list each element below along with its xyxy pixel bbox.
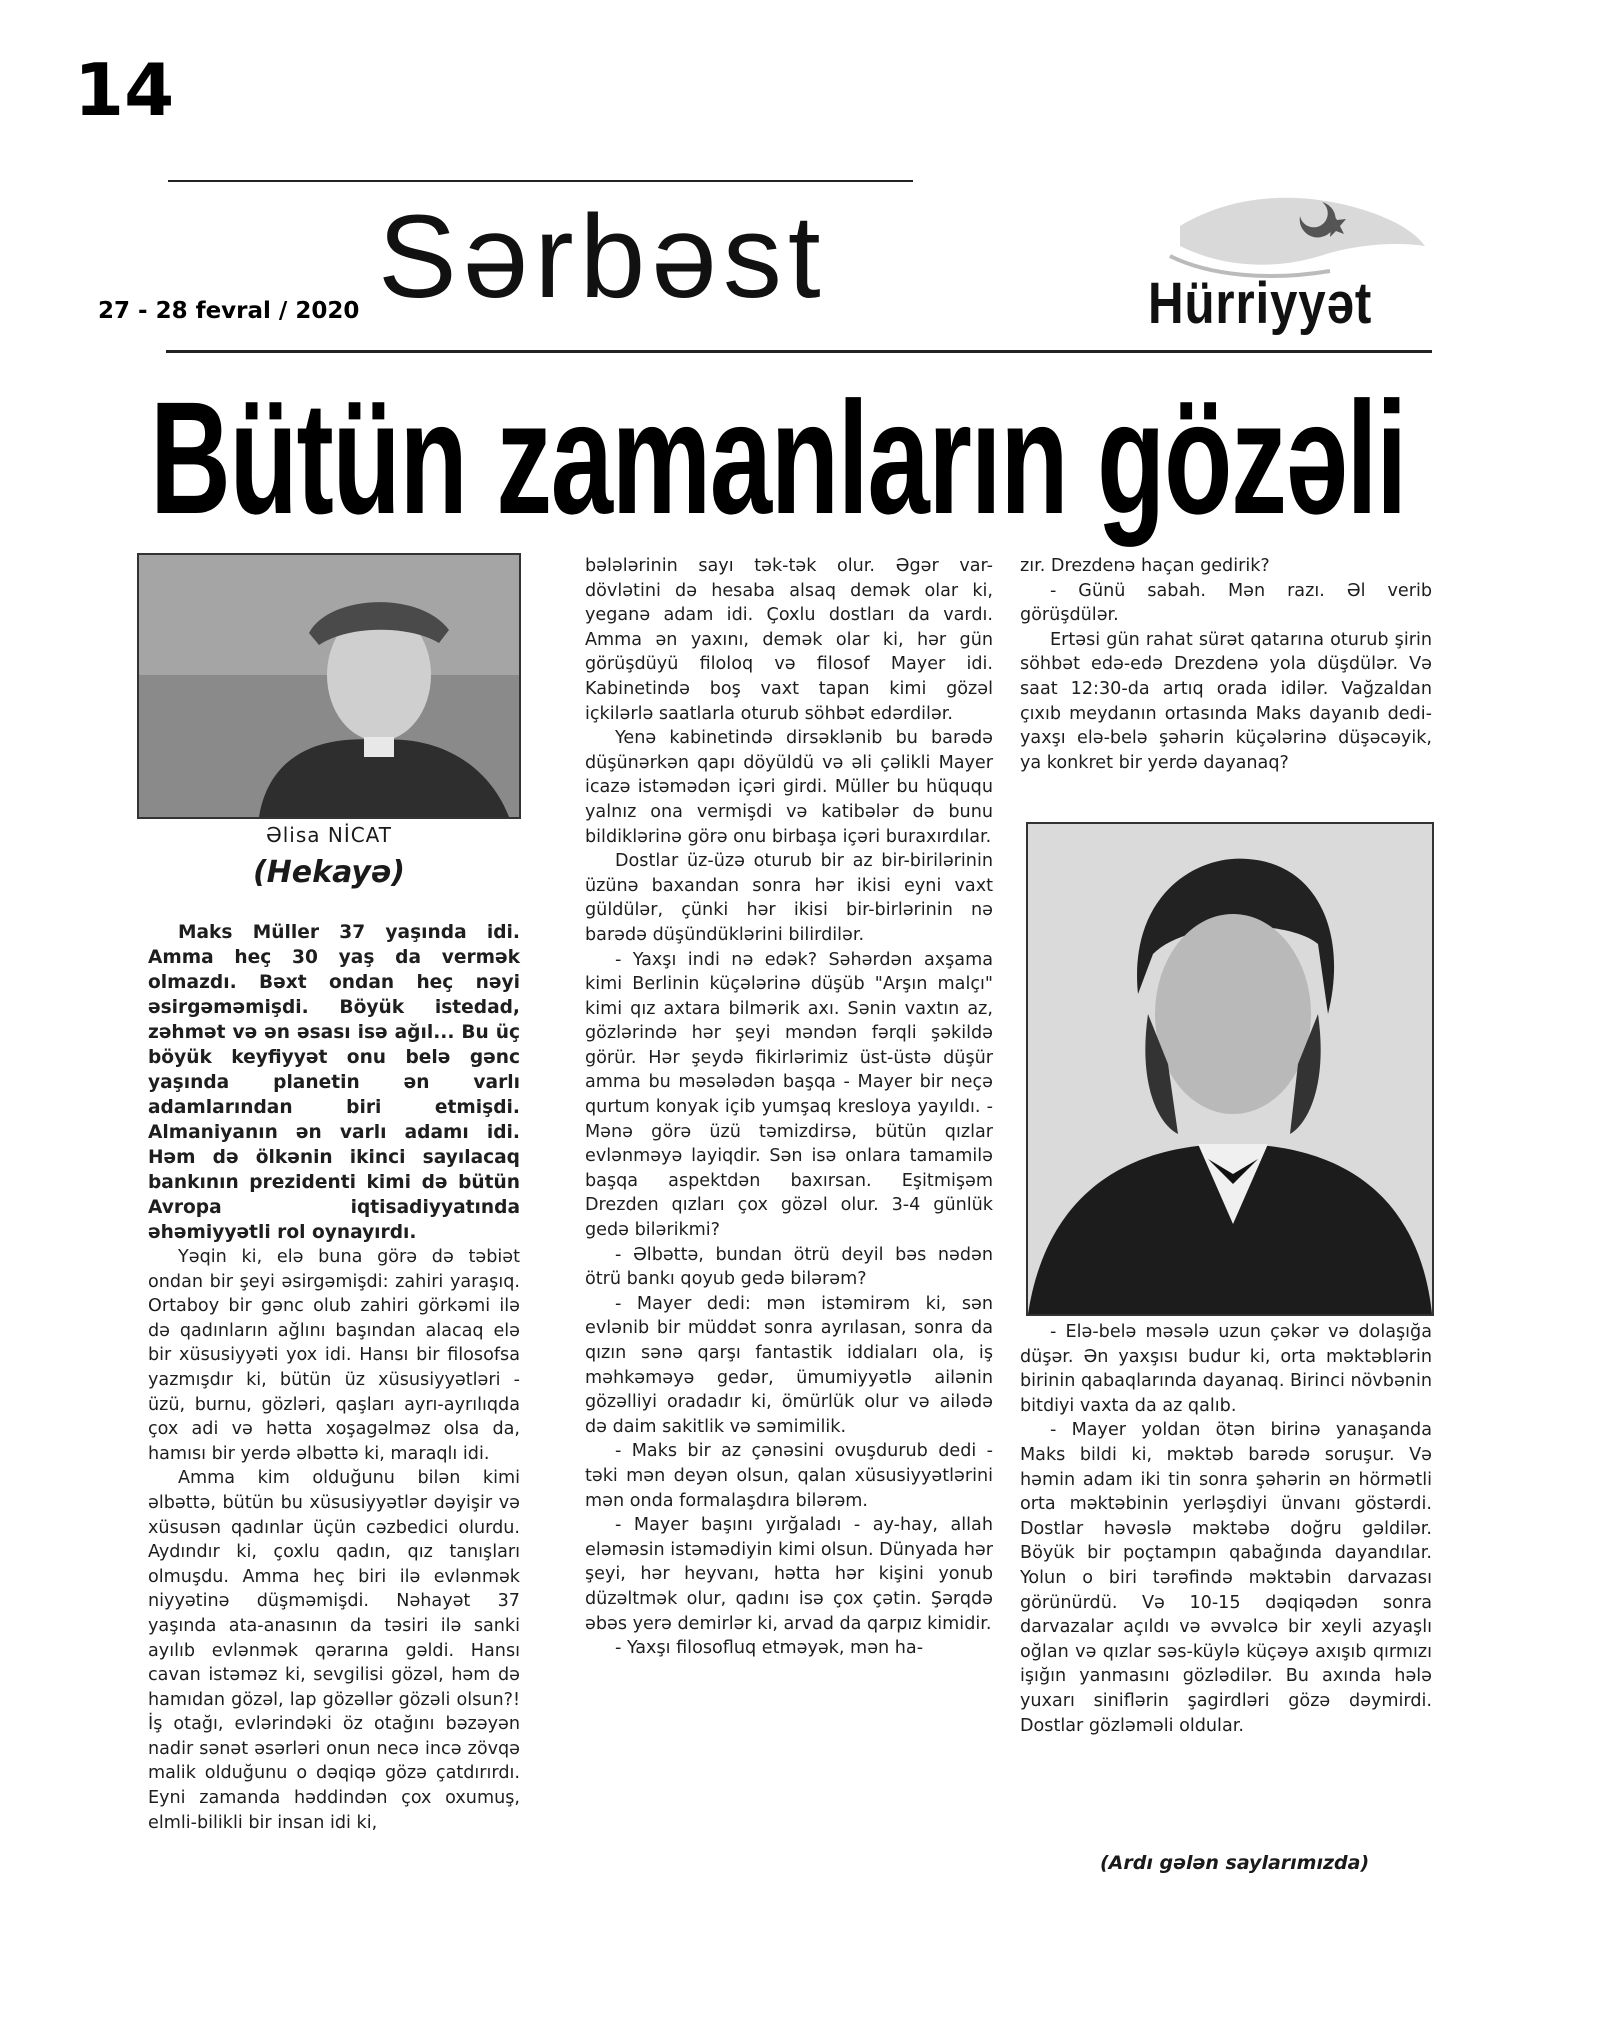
paragraph: - Maks bir az çənəsini ovuşdurub dedi - təki mən deyən olsun, qalan xüsusiyyətlərini mən onda formalaşdıra bilərəm. — [585, 1441, 993, 1511]
logo-text: Hürriyyət — [1148, 271, 1373, 336]
max-muller-photo — [1026, 822, 1434, 1316]
paragraph: - Yaxşı indi nə edək? Səhərdən axşama kimi Berlinin küçələrinə düşüb "Arşın malçı" kimi qız axtara bilmərik axı. Sənin vaxtın az, gözlərində hər şeyi məndən fərqli şəkildə görür. Hər şeydə fikirlərimiz üst-üstə düşür amma bu məsələdən başqa - Mayer bir neçə qurtum konyak içib yumşaq kresloya yayıldı. - Mənə görə üzü təmizdirsə, bütün qızlar evlənməyə layiqdir. Sən isə onlara tamamilə başqa aspektdən baxırsan. Eşitmişəm Drezden qızları çox gözəl olur. 3-4 günlük gedə bilərikmi? — [585, 949, 993, 1241]
top-rule — [168, 180, 913, 182]
paragraph: Ertəsi gün rahat sürət qatarına oturub şirin söhbət edə-edə Drezdenə yola düşdülər. Və saat 12:30-da artıq orada idilər. Vağzaldan çıxıb meydanın ortasında Maks dayanıb dedi- yaxşı elə-belə şəhərin küçələrinə düşəcəyik, ya konkret bir yerdə dayanaq? — [1020, 629, 1432, 773]
paragraph: Amma kim olduğunu bilən kimi əlbəttə, bütün bu xüsusiyyətlər dəyişir və xüsusən qadınlar üçün cəzbedici olurdu. Aydındır ki, çoxlu qadın, qız tanışları olmuşdu. Amma heç biri ilə evlənmək niyyətinə düşməmişdi. Nəhayət 37 yaşında ata-anasının da təsiri ilə sanki ayılıb evlənmək qərarına gəldi. Hansı cavan istəməz ki, sevgilisi gözəl, həm də hamıdan gözəl, lap gözəllər gözəli olsun?! İş otağı, evlərindəki öz otağını bəzəyən nadir sənət əsərləri onun necə incə zövqə malik olduğunu o dəqiqə gözə çatdırırdı. Eyni zamanda həddindən çox oxumuş, elmli-bilikli bir insan idi ki, — [148, 1468, 520, 1833]
paragraph: Yenə kabinetində dirsəklənib bu barədə düşünərkən qapı döyüldü və əli çəlikli Mayer icazə istəmədən içəri girdi. Müller bu hüququ yalnız ona vermişdi və katibələr də bunu bildiklərinə görə onu birbaşa içəri buraxırdılar. — [585, 728, 993, 847]
paragraph: - Mayer yoldan ötən birinə yanaşanda Maks bildi ki, məktəb barədə soruşur. Və həmin adam iki tin sonra şəhərin ən hörmətli orta məktəbinin yerləşdiyi ünvanı göstərdi. Dostlar həvəslə məktəbə doğru gəldilər. Böyük bir poçtampın qabağında dayandılar. Yolun o biri tərəfində məktəbin darvazası görünürdü. Və 10-15 dəqiqədən sonra darvazalar açıldı və əvvəlcə bir xeyli azyaşlı oğlan və qızlar səs-küylə küçəyə axışıb qırmızı işığın yanmasını gözlədilər. Bu axında hələ yuxarı siniflərin şagirdləri gözə dəymirdi. Dostlar gözləməli oldular. — [1020, 1420, 1432, 1736]
masthead-title: Sərbəst — [378, 191, 827, 323]
page-number: 14 — [74, 48, 175, 132]
article-column-1 — [148, 920, 520, 1835]
article-column-2 — [585, 554, 993, 1661]
paragraph: - Əlbəttə, bundan ötrü deyil bəs nədən ötrü bankı qoyub gedə bilərəm? — [585, 1244, 993, 1290]
article-column-3-top — [1020, 554, 1432, 775]
paragraph: - Mayer dedi: mən istəmirəm ki, sən evlənib bir müddət sonra ayrılasan, sonra da qızın sənə qarşı fantastik iddiaları ola, iş məhkəməyə gedər, ümumiyyətlə ailənin gözəlliyi oradadır ki, ömürlük olur və ailədə də daim sakitlik və səmimilik. — [585, 1293, 993, 1437]
paragraph: Yəqin ki, elə buna görə də təbiət ondan bir şeyi əsirgəmişdi: zahiri yaraşıq. Ortaboy bir gənc olub zahiri görkəmi ilə də qadınların ağlını başından alacaq elə bir xüsusiyyəti yox idi. Hansı bir filosofsa yazmışdır ki, bütün üz xüsusiyyətləri - üzü, burnu, gözləri, qaşları ayrı-ayrılıqda çox adi və hətta xoşagəlməz olsa da, hamısı bir yerdə əlbəttə ki, maraqlı idi. — [148, 1247, 520, 1464]
paragraph: bələlərinin sayı tək-tək olur. Əgər var-dövlətini də hesaba alsaq demək olar ki, yeganə adam idi. Çoxlu dostları da vardı. Amma ən yaxını, demək olar ki, hər gün görüşdüyü filoloq və filosof Mayer idi. Kabinetində boş vaxt tapan kimi gözəl içkilərlə saatlarla oturub söhbət edərdilər. — [585, 556, 993, 724]
paragraph: - Elə-belə məsələ uzun çəkər və dolaşığa düşər. Ən yaxşısı budur ki, orta məktəblərin birinin qabaqlarında dayanaq. Birinci növbənin bitdiyi vaxta da az qalıb. — [1020, 1322, 1432, 1416]
article-column-3-bottom — [1020, 1320, 1432, 1738]
genre-label: (Hekayə) — [252, 855, 406, 890]
paragraph: - Günü sabah. Mən razı. Əl verib görüşdülər. — [1020, 580, 1432, 626]
continued-note: (Ardı gələn saylarımızda) — [1100, 1852, 1370, 1874]
issue-date: 27 - 28 fevral / 2020 — [98, 298, 360, 324]
lead-paragraph: Maks Müller 37 yaşında idi. Amma heç 30 yaş da vermək olmazdı. Bəxt ondan heç nəyi əsirgəməmişdi. Böyük istedad, zəhmət və ən əsası isə ağıl... Bu üç böyük keyfiyyət onu belə gənc yaşında planetin ən varlı adamlarından biri etmişdi. Almaniyanın ən varlı adamı idi. Həm də ölkənin ikinci sayılacaq bankının prezidenti kimi də bütün Avropa iqtisadiyyatında əhəmiyyətli rol oynayırdı. — [148, 922, 520, 1243]
author-name: Əlisa NİCAT — [265, 823, 393, 847]
header-rule — [166, 350, 1432, 353]
author-photo — [137, 553, 521, 819]
paragraph: - Mayer başını yırğaladı - ay-hay, allah eləməsin istəmədiyin kimi olsun. Dünyada hər şeyi, hər heyvanı, hətta hər kişini yonub düzəltmək olur, qadını isə çox çətin. Şərqdə əbəs yerə demirlər ki, arvad da qarpız kimidir. — [585, 1515, 993, 1634]
article-headline: Bütün zamanların gözəli — [150, 368, 1406, 547]
paragraph: Dostlar üz-üzə oturub bir az bir-birilərinin üzünə baxandan sonra hər ikisi eyni vaxt güldülər, çünki hər ikisi bir-birlərinin nə barədə düşündüklərini bilirdilər. — [585, 851, 993, 945]
paragraph: - Yaxşı filosofluq etməyək, mən ha- — [615, 1638, 924, 1659]
paragraph: zır. Drezdenə haçan gedirik? — [1020, 556, 1270, 576]
